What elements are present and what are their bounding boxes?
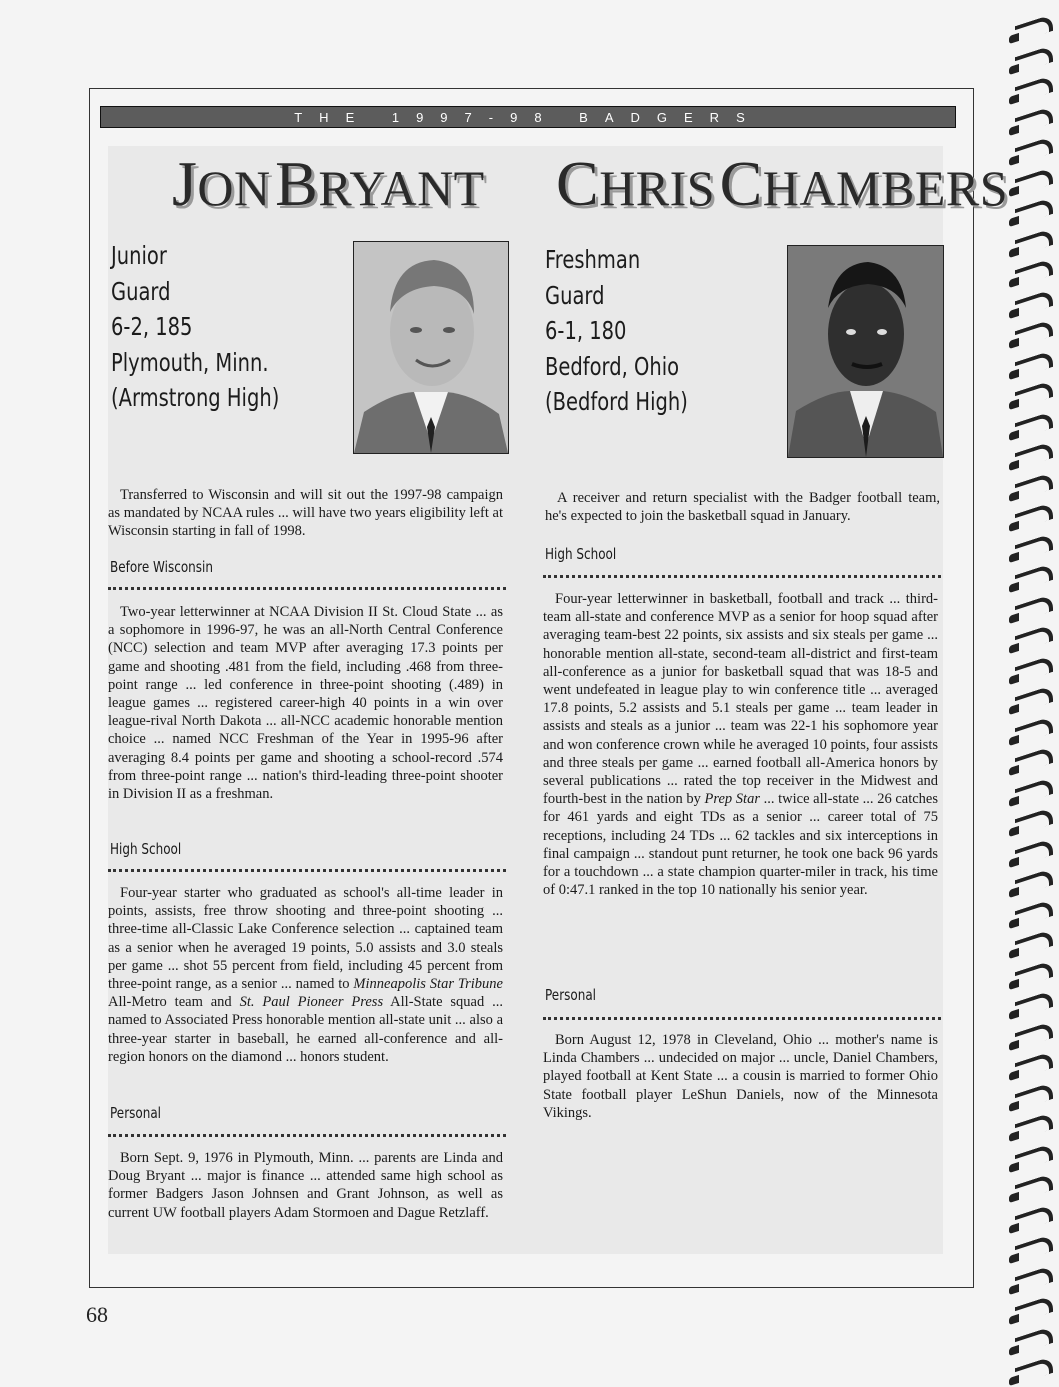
left-heading-personal: Personal bbox=[110, 1104, 162, 1122]
binding-coil bbox=[1015, 441, 1053, 470]
player-name-right: CHRIS CHAMBERS bbox=[556, 148, 1009, 219]
binding-coil bbox=[1015, 1203, 1053, 1232]
binding-coil bbox=[1015, 1356, 1053, 1385]
right-high-school-text: Four-year letterwinner in basketball, football and track ... third-team all-state and conference MVP as a senior for hoop squad after averaging team-best 22 points, six assists and six steals per game ... honorable mention all-state, second-team all-district and first-team all-conference as a junior for basketball squad that was 18-5 and went undefeated in league play to win conference title ... averaged 17.8 points, 5.2 assists and 5.1 steals per game ... team leader in assists and steals as a junior ... team was 22-1 his sophomore year and won conference crown while he averaged 10 points, four assists and three steals per game ... earned football all-America honors by several publications ... rated the top receiver in the Midwest and fourth-best in the nation by Prep Star ... twice all-state ... 26 catches for 461 yards and eight TDs as a senior ... career total of 75 receptions, including 24 TDs ... 62 tackles and six interceptions in final campaign ... standout punt returner, he took one back 96 yards for a touchdown ... a state champion quarter-miler in track, his time of 0:47.1 ranked in the top 10 nationally his senior year. bbox=[543, 591, 938, 899]
left-personal-text: Born Sept. 9, 1976 in Plymouth, Minn. ... parents are Linda and Doug Bryant ... major is finance ... attended same high school as former Badgers Jason Johnsen and Grant Johnson, as well as current UW football players Adam Stormoen and Dague Retzlaff. bbox=[108, 1150, 503, 1221]
divider bbox=[543, 575, 941, 578]
binding-coil bbox=[1015, 929, 1053, 958]
fact-size: 6-1, 180 bbox=[545, 316, 627, 345]
binding-coil bbox=[1015, 166, 1053, 195]
binding-coil bbox=[1015, 1081, 1053, 1110]
spiral-binding bbox=[1009, 0, 1059, 1380]
binding-coil bbox=[1015, 105, 1053, 134]
divider bbox=[543, 1017, 941, 1020]
binding-coil bbox=[1015, 959, 1053, 988]
binding-coil bbox=[1015, 319, 1053, 348]
right-personal-text: Born August 12, 1978 in Cleveland, Ohio ... mother's name is Linda Chambers ... undecided on major ... uncle, Daniel Chambers, played football at Kent State ... a cousin is married to former Ohio State football player LeShun Daniels, now of the Minnesota Vikings. bbox=[543, 1032, 938, 1121]
left-intro: Transferred to Wisconsin and will sit out the 1997-98 campaign as mandated by NCAA rules ... will have two years eligibility left at Wisconsin starting in fall of 1998. bbox=[108, 487, 503, 540]
binding-coil bbox=[1015, 1173, 1053, 1202]
fact-school: (Armstrong High) bbox=[111, 383, 280, 412]
binding-coil bbox=[1015, 1234, 1053, 1263]
player-photo-left bbox=[353, 241, 509, 454]
binding-coil bbox=[1015, 1325, 1053, 1354]
divider bbox=[108, 869, 506, 872]
binding-coil bbox=[1015, 380, 1053, 409]
binding-coil bbox=[1015, 471, 1053, 500]
binding-coil bbox=[1015, 349, 1053, 378]
right-heading-high-school: High School bbox=[545, 545, 617, 563]
binding-coil bbox=[1015, 532, 1053, 561]
binding-coil bbox=[1015, 898, 1053, 927]
binding-coil bbox=[1015, 1264, 1053, 1293]
binding-coil bbox=[1015, 1020, 1053, 1049]
left-heading-before-wisconsin: Before Wisconsin bbox=[110, 558, 213, 576]
binding-coil bbox=[1015, 1142, 1053, 1171]
binding-coil bbox=[1015, 136, 1053, 165]
binding-coil bbox=[1015, 563, 1053, 592]
binding-coil bbox=[1015, 75, 1053, 104]
binding-coil bbox=[1015, 990, 1053, 1019]
binding-coil bbox=[1015, 227, 1053, 256]
fact-class: Junior bbox=[111, 241, 167, 270]
left-before-wisconsin-text: Two-year letterwinner at NCAA Division II St. Cloud State ... as a sophomore in 1996-97, he was an all-North Central Conference (NCC) selection and team MVP after averaging 17.3 points per game and shooting .481 from the field, including .468 from three-point range ... led conference in three-point shooting (.489) in league games ... registered career-high 40 points in a win over league-rival North Dakota ... all-NCC academic honorable mention choice ... named NCC Freshman of the Year in 1995-96 after averaging 8.4 points per game and shooting a school-record .574 from three-point range ... nation's third-leading three-point shooter in Division II as a freshman. bbox=[108, 604, 503, 803]
player-facts-right bbox=[545, 242, 688, 420]
binding-coil bbox=[1015, 868, 1053, 897]
right-heading-personal: Personal bbox=[545, 986, 597, 1004]
banner: THE 1997-98 BADGERS bbox=[100, 106, 956, 128]
player-facts-left bbox=[111, 238, 279, 416]
player-name-left: JON BRYANT bbox=[172, 148, 485, 219]
binding-coil bbox=[1015, 807, 1053, 836]
fact-school: (Bedford High) bbox=[545, 387, 688, 416]
binding-coil bbox=[1015, 715, 1053, 744]
fact-hometown: Plymouth, Minn. bbox=[111, 347, 269, 377]
binding-coil bbox=[1015, 288, 1053, 317]
binding-coil bbox=[1015, 1295, 1053, 1324]
binding-coil bbox=[1015, 746, 1053, 775]
binding-coil bbox=[1015, 776, 1053, 805]
binding-coil bbox=[1015, 593, 1053, 622]
binding-coil bbox=[1015, 1051, 1053, 1080]
divider bbox=[108, 1134, 506, 1137]
fact-position: Guard bbox=[545, 280, 605, 310]
binding-coil bbox=[1015, 685, 1053, 714]
binding-coil bbox=[1015, 502, 1053, 531]
right-intro: A receiver and return specialist with the Badger football team, he's expected to join the basketball squad in January. bbox=[545, 490, 940, 525]
player-photo-right bbox=[787, 245, 944, 458]
fact-hometown: Bedford, Ohio bbox=[545, 351, 680, 381]
fact-class: Freshman bbox=[545, 245, 641, 274]
left-heading-high-school: High School bbox=[110, 840, 182, 858]
page-number: 68 bbox=[86, 1302, 108, 1327]
binding-coil bbox=[1015, 1112, 1053, 1141]
binding-coil bbox=[1015, 197, 1053, 226]
binding-coil bbox=[1015, 624, 1053, 653]
divider bbox=[108, 587, 506, 590]
binding-coil bbox=[1015, 654, 1053, 683]
binding-coil bbox=[1015, 410, 1053, 439]
binding-coil bbox=[1015, 44, 1053, 73]
binding-coil bbox=[1015, 258, 1053, 287]
binding-coil bbox=[1015, 837, 1053, 866]
fact-position: Guard bbox=[111, 276, 171, 306]
binding-coil bbox=[1015, 14, 1053, 43]
left-high-school-text: Four-year starter who graduated as school's all-time leader in points, assists, free throw shooting and three-point shooting ... three-time all-Classic Lake Conference selection ... captained team as a senior when he averaged 19 points, 5.0 assists and 3.0 steals per game ... shot 55 percent from field, including 45 percent from three-point range, as a senior ... named to Minneapolis Star Tribune All-Metro team and St. Paul Pioneer Press All-State squad ... named to Associated Press honorable mention all-state unit ... also a three-year starter in baseball, he earned all-conference and all-region honors on the diamond ... honors student. bbox=[108, 885, 503, 1065]
fact-size: 6-2, 185 bbox=[111, 312, 193, 341]
